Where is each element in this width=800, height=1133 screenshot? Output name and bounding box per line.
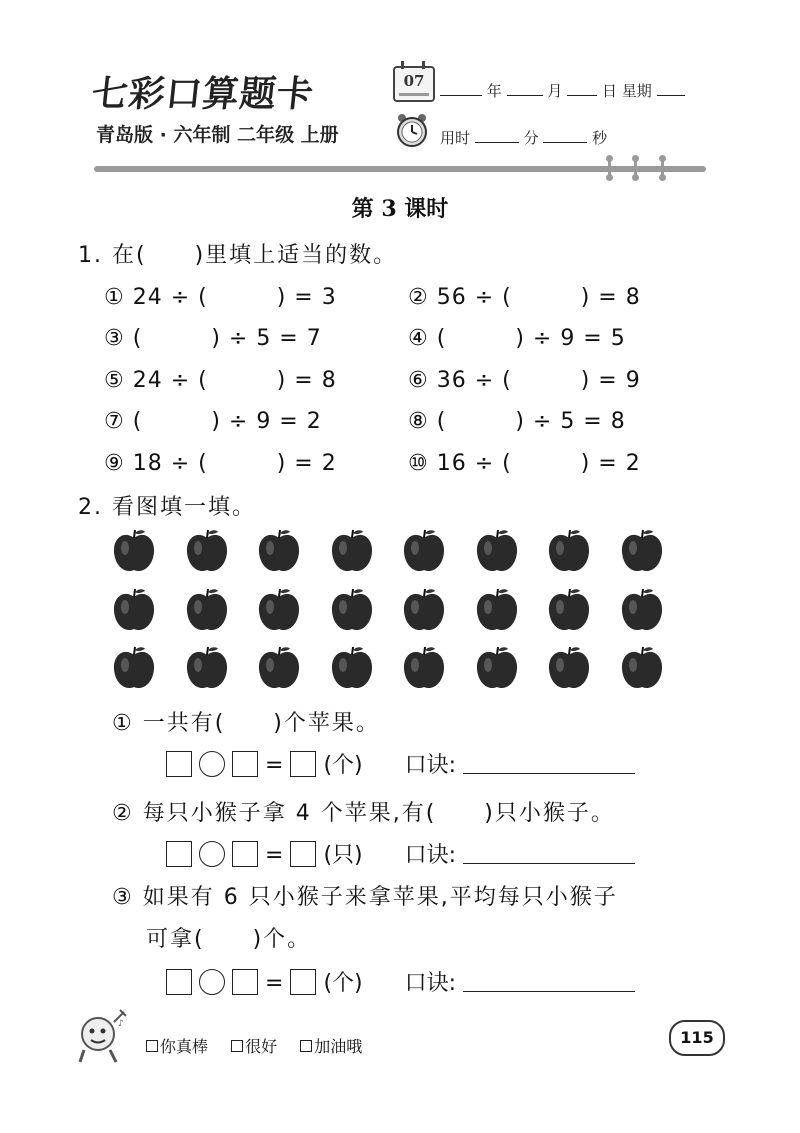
item-number: ⑧ (408, 409, 429, 434)
checkbox[interactable] (300, 1040, 312, 1052)
q1-item-7 (104, 404, 322, 435)
apple-icon (185, 528, 229, 574)
day-blank[interactable] (567, 83, 597, 96)
unit-label: (个) (323, 753, 363, 778)
q2-sub3-line2: 可拿( )个。 (146, 927, 312, 952)
apple-icon (402, 587, 446, 633)
unit-label: (个) (323, 971, 363, 996)
header-divider (94, 166, 706, 172)
kouju-label: 口诀: (404, 753, 457, 778)
time-fill-line (440, 127, 607, 148)
equals-sign: = (265, 843, 284, 868)
item-equation[interactable]: 18 ÷ ( ) = 2 (132, 451, 337, 476)
q2-prompt: 2. 看图填一填。 (78, 495, 256, 520)
operand-box[interactable] (232, 751, 258, 777)
year-label: 年 (486, 82, 502, 100)
q1-item-6 (408, 363, 641, 394)
apple-icon (330, 528, 374, 574)
apple-icon (402, 528, 446, 574)
q1-item-8 (408, 404, 626, 435)
apple-icon (112, 645, 156, 691)
apple-icon (112, 587, 156, 633)
apple-icon (402, 645, 446, 691)
unit-label: (只) (323, 843, 363, 868)
result-box[interactable] (290, 969, 316, 995)
day-label: 日 (601, 82, 617, 100)
q1-item-3 (104, 321, 322, 352)
item-number: ③ (104, 326, 125, 351)
weekday-label: 星期 (621, 82, 652, 100)
q1-item-9 (104, 446, 337, 477)
kouju-answer-line[interactable] (463, 973, 635, 992)
seconds-blank[interactable] (543, 130, 587, 143)
q1-item-10 (408, 446, 641, 477)
date-fill-line (440, 80, 685, 101)
calendar-icon (393, 66, 435, 102)
apple-icon (330, 645, 374, 691)
apple-icon (620, 587, 664, 633)
item-equation[interactable]: ( ) ÷ 5 = 7 (132, 326, 322, 351)
operator-circle[interactable] (199, 841, 225, 867)
item-number: ⑥ (408, 368, 429, 393)
apple-icon (547, 645, 591, 691)
operator-circle[interactable] (199, 751, 225, 777)
weekday-blank[interactable] (657, 83, 685, 96)
year-blank[interactable] (440, 83, 482, 96)
apple-icon (112, 528, 156, 574)
edition-label: 青岛版 · 六年制 二年级 上册 (96, 124, 339, 146)
q1-prompt: 1. 在( )里填上适当的数。 (78, 243, 398, 268)
svg-text:♪: ♪ (118, 1019, 124, 1029)
item-number: ④ (408, 326, 429, 351)
divider-ornament (634, 157, 637, 179)
equals-sign: = (265, 971, 284, 996)
apple-icon (620, 528, 664, 574)
result-box[interactable] (290, 841, 316, 867)
rating-option[interactable]: 加油哦 (300, 1037, 362, 1056)
q1-item-1 (104, 280, 337, 311)
q2-sub1-answer-row (166, 748, 635, 779)
result-box[interactable] (290, 751, 316, 777)
q2-sub2-answer-row (166, 838, 635, 869)
item-equation[interactable]: 16 ÷ ( ) = 2 (436, 451, 641, 476)
item-number: ⑩ (408, 451, 429, 476)
operand-box[interactable] (166, 969, 192, 995)
operand-box[interactable] (166, 751, 192, 777)
item-number: ⑤ (104, 368, 125, 393)
item-equation[interactable]: 36 ÷ ( ) = 9 (436, 368, 641, 393)
apple-icon (185, 645, 229, 691)
apple-icon (330, 587, 374, 633)
rating-option[interactable]: 你真棒 (146, 1037, 208, 1056)
item-equation[interactable]: ( ) ÷ 9 = 2 (132, 409, 322, 434)
apple-icon (257, 528, 301, 574)
q2-sub3-line1: ③ 如果有 6 只小猴子来拿苹果,平均每只小猴子 (112, 885, 618, 910)
rating-option[interactable]: 很好 (231, 1037, 277, 1056)
item-equation[interactable]: ( ) ÷ 9 = 5 (436, 326, 626, 351)
second-label: 秒 (592, 129, 608, 147)
item-number: ① (104, 285, 125, 310)
item-equation[interactable]: 56 ÷ ( ) = 8 (436, 285, 641, 310)
equals-sign: = (265, 753, 284, 778)
kouju-answer-line[interactable] (463, 845, 635, 864)
apple-icon (620, 645, 664, 691)
apple-icon (475, 645, 519, 691)
alarm-clock-icon (394, 112, 430, 148)
operand-box[interactable] (166, 841, 192, 867)
operand-box[interactable] (232, 969, 258, 995)
apple-icon (257, 645, 301, 691)
item-equation[interactable]: 24 ÷ ( ) = 3 (132, 285, 337, 310)
q1-item-2 (408, 280, 641, 311)
divider-ornament (608, 157, 611, 179)
q2-sub3-answer-row (166, 966, 635, 997)
kouju-label: 口诀: (404, 971, 457, 996)
q1-item-5 (104, 363, 337, 394)
operand-box[interactable] (232, 841, 258, 867)
item-equation[interactable]: ( ) ÷ 5 = 8 (436, 409, 626, 434)
q2-sub1: ① 一共有( )个苹果。 (112, 711, 380, 736)
calendar-number: 07 (403, 72, 425, 90)
apple-icon (547, 587, 591, 633)
minutes-blank[interactable] (475, 130, 519, 143)
checkbox[interactable] (146, 1040, 158, 1052)
operator-circle[interactable] (199, 969, 225, 995)
lesson-title: 第 3 课时 (351, 196, 449, 222)
q2-sub2: ② 每只小猴子拿 4 个苹果,有( )只小猴子。 (112, 801, 615, 826)
item-number: ⑦ (104, 409, 125, 434)
self-rating (146, 1034, 380, 1057)
apple-icon (185, 587, 229, 633)
brand-title: 七彩口算题卡 (89, 73, 316, 115)
mascot-icon (70, 1004, 132, 1068)
apple-icon (475, 587, 519, 633)
item-number: ② (408, 285, 429, 310)
page-number: 115 (669, 1020, 725, 1056)
apple-icon (547, 528, 591, 574)
checkbox[interactable] (231, 1040, 243, 1052)
apple-icon (475, 528, 519, 574)
item-number: ⑨ (104, 451, 125, 476)
month-blank[interactable] (507, 83, 543, 96)
month-label: 月 (547, 82, 563, 100)
kouju-label: 口诀: (404, 843, 457, 868)
kouju-answer-line[interactable] (463, 755, 635, 774)
time-label: 用时 (440, 129, 471, 147)
apple-icon (257, 587, 301, 633)
minute-label: 分 (523, 129, 539, 147)
divider-ornament (661, 157, 664, 179)
q1-item-4 (408, 321, 626, 352)
item-equation[interactable]: 24 ÷ ( ) = 8 (132, 368, 337, 393)
